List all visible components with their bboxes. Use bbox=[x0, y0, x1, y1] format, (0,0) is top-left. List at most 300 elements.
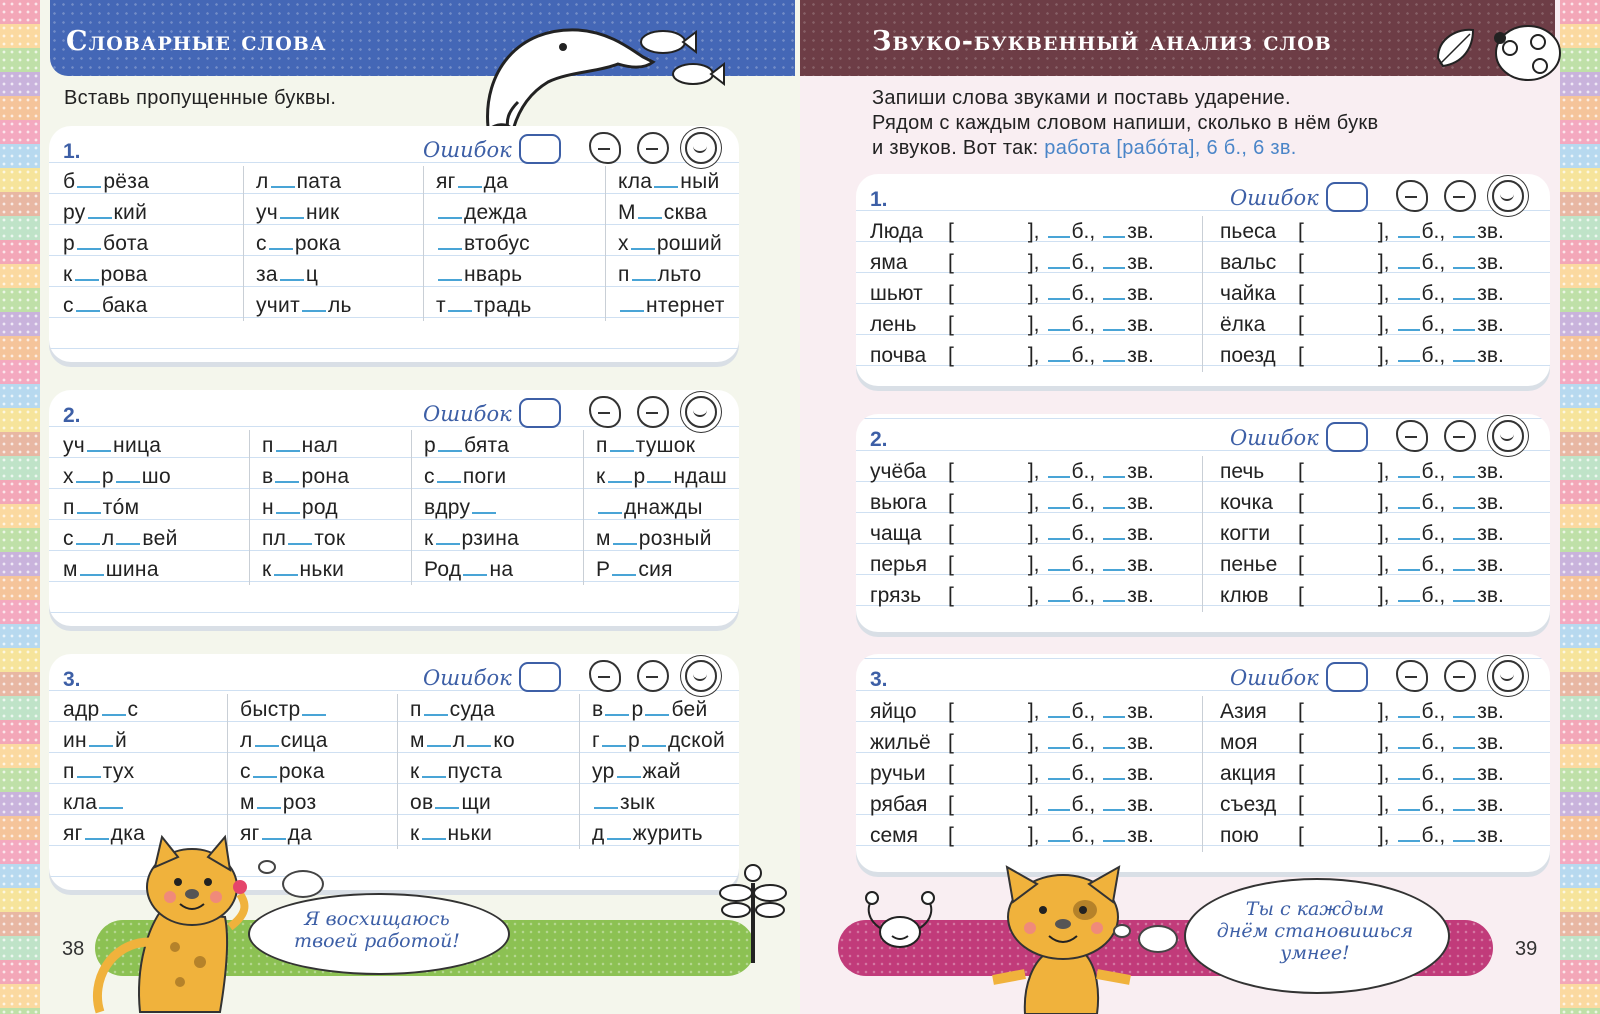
word-with-missing-letters: за ц bbox=[256, 263, 319, 286]
sound-count-blank[interactable] bbox=[1103, 563, 1125, 571]
word-with-missing-letters: в р бей bbox=[592, 698, 708, 721]
analysis-word: Азия bbox=[1220, 700, 1267, 723]
letter-blank[interactable] bbox=[438, 242, 462, 250]
instruction-example: работа [рабóта], 6 б., 6 зв. bbox=[1044, 137, 1297, 159]
word-with-missing-letters: ин й bbox=[63, 729, 127, 752]
sound-count-blank[interactable] bbox=[1453, 323, 1475, 331]
letter-count-blank[interactable] bbox=[1398, 261, 1420, 269]
letters-abbr: б., bbox=[1071, 824, 1096, 847]
sound-count-blank[interactable] bbox=[1453, 501, 1475, 509]
analysis-word: рябая bbox=[870, 793, 928, 816]
letter-count-blank[interactable] bbox=[1048, 501, 1070, 509]
letter-blank[interactable] bbox=[276, 444, 300, 452]
word-with-missing-letters: нварь bbox=[436, 259, 532, 290]
letter-blank[interactable] bbox=[276, 506, 300, 514]
letters-abbr: б., bbox=[1421, 824, 1446, 847]
letter-blank[interactable] bbox=[257, 801, 281, 809]
cat-illustration-right bbox=[985, 862, 1135, 1014]
sounds-abbr: зв. bbox=[1127, 700, 1154, 723]
letter-blank[interactable] bbox=[436, 537, 460, 545]
sound-count-blank[interactable] bbox=[1103, 501, 1125, 509]
leaf-and-ladybug-illustration bbox=[1428, 18, 1568, 88]
happy-sun-icon[interactable] bbox=[1492, 420, 1524, 452]
letter-blank[interactable] bbox=[116, 475, 140, 483]
letter-blank[interactable] bbox=[271, 180, 295, 188]
letter-blank[interactable] bbox=[77, 506, 101, 514]
letter-count-blank[interactable] bbox=[1048, 803, 1070, 811]
letters-abbr: б., bbox=[1071, 491, 1096, 514]
bracket-open: [ bbox=[1298, 460, 1304, 483]
word-with-missing-letters: вдру bbox=[424, 492, 519, 523]
letters-abbr: б., bbox=[1071, 762, 1096, 785]
sound-count-blank[interactable] bbox=[1453, 230, 1475, 238]
bracket-open: [ bbox=[948, 220, 954, 243]
letters-abbr: б., bbox=[1071, 584, 1096, 607]
analysis-word: яйцо bbox=[870, 700, 917, 723]
sound-count-blank[interactable] bbox=[1103, 803, 1125, 811]
instruction-text: и звуков. Вот так: bbox=[872, 137, 1045, 159]
word-analysis-row bbox=[870, 789, 1154, 820]
letters-abbr: б., bbox=[1071, 220, 1096, 243]
word-with-missing-letters: днажды bbox=[596, 492, 727, 523]
letter-blank[interactable] bbox=[116, 537, 140, 545]
word-column bbox=[423, 166, 532, 321]
word-with-missing-letters: п суда bbox=[410, 698, 496, 721]
letter-blank[interactable] bbox=[87, 444, 111, 452]
sounds-abbr: зв. bbox=[1127, 344, 1154, 367]
word-with-missing-letters: кла ный bbox=[618, 170, 720, 193]
letter-count-blank[interactable] bbox=[1398, 501, 1420, 509]
analysis-word: моя bbox=[1220, 731, 1258, 754]
letter-blank[interactable] bbox=[617, 770, 641, 778]
word-with-missing-letters: т традь bbox=[436, 294, 532, 317]
letter-blank[interactable] bbox=[99, 801, 123, 809]
letter-blank[interactable] bbox=[458, 180, 482, 188]
neutral-face-icon[interactable] bbox=[1444, 420, 1476, 452]
errors-count-box[interactable] bbox=[1326, 662, 1368, 692]
letter-blank[interactable] bbox=[613, 537, 637, 545]
bracket-close: ], bbox=[1377, 553, 1390, 576]
exercise-number: 2. bbox=[63, 404, 81, 427]
letters-abbr: б., bbox=[1421, 220, 1446, 243]
exercise-number: 3. bbox=[63, 668, 81, 691]
bracket-close: ], bbox=[1027, 584, 1040, 607]
letter-blank[interactable] bbox=[654, 180, 678, 188]
letter-blank[interactable] bbox=[438, 273, 462, 281]
letter-blank[interactable] bbox=[274, 568, 298, 576]
word-with-missing-letters: дежда bbox=[436, 197, 532, 228]
bracket-close: ], bbox=[1027, 344, 1040, 367]
happy-sun-icon[interactable] bbox=[1492, 660, 1524, 692]
word-with-missing-letters: учит ль bbox=[256, 294, 352, 317]
letter-count-blank[interactable] bbox=[1398, 741, 1420, 749]
errors-label: Ошибок bbox=[423, 666, 512, 690]
bracket-open: [ bbox=[1298, 584, 1304, 607]
analysis-word: жильё bbox=[870, 731, 931, 754]
word-with-missing-letters: Род на bbox=[424, 558, 514, 581]
word-column bbox=[583, 430, 727, 585]
letter-blank[interactable] bbox=[269, 242, 293, 250]
letters-abbr: б., bbox=[1421, 282, 1446, 305]
bubble-line: Я восхищаюсь bbox=[304, 908, 450, 930]
letter-count-blank[interactable] bbox=[1048, 230, 1070, 238]
letters-abbr: б., bbox=[1071, 460, 1096, 483]
letter-blank[interactable] bbox=[638, 211, 662, 219]
sounds-abbr: зв. bbox=[1477, 251, 1504, 274]
sad-cloud-icon[interactable] bbox=[1396, 420, 1428, 452]
word-column bbox=[63, 430, 178, 585]
letter-blank[interactable] bbox=[76, 475, 100, 483]
analysis-word: лень bbox=[870, 313, 917, 336]
letters-abbr: б., bbox=[1071, 793, 1096, 816]
letter-count-blank[interactable] bbox=[1398, 563, 1420, 571]
letter-count-blank[interactable] bbox=[1048, 741, 1070, 749]
happy-sun-icon[interactable] bbox=[685, 132, 717, 164]
letter-count-blank[interactable] bbox=[1398, 470, 1420, 478]
exercise-card-left-2 bbox=[49, 390, 739, 626]
bracket-close: ], bbox=[1027, 762, 1040, 785]
letter-blank[interactable] bbox=[280, 211, 304, 219]
letter-count-blank[interactable] bbox=[1048, 292, 1070, 300]
word-with-missing-letters: ур жай bbox=[592, 760, 681, 783]
errors-label: Ошибок bbox=[1230, 186, 1319, 210]
bracket-open: [ bbox=[948, 313, 954, 336]
neutral-face-icon[interactable] bbox=[637, 660, 669, 692]
word-with-missing-letters: быстр bbox=[240, 694, 328, 725]
letter-blank[interactable] bbox=[77, 180, 101, 188]
sad-cloud-icon[interactable] bbox=[1396, 660, 1428, 692]
letter-count-blank[interactable] bbox=[1398, 772, 1420, 780]
letter-count-blank[interactable] bbox=[1048, 563, 1070, 571]
word-with-missing-letters: г р дской bbox=[592, 729, 726, 752]
word-analysis-row bbox=[1220, 309, 1504, 340]
bracket-open: [ bbox=[948, 460, 954, 483]
letter-count-blank[interactable] bbox=[1398, 230, 1420, 238]
letter-blank[interactable] bbox=[610, 444, 634, 452]
crab-illustration bbox=[860, 890, 940, 960]
thought-puff-small bbox=[1113, 924, 1131, 938]
analysis-word: семя bbox=[870, 824, 918, 847]
sound-count-blank[interactable] bbox=[1103, 470, 1125, 478]
letter-count-blank[interactable] bbox=[1048, 594, 1070, 602]
letter-blank[interactable] bbox=[88, 211, 112, 219]
letter-count-blank[interactable] bbox=[1048, 710, 1070, 718]
word-with-missing-letters: к пуста bbox=[410, 760, 503, 783]
word-column bbox=[579, 694, 725, 849]
letter-count-blank[interactable] bbox=[1398, 710, 1420, 718]
errors-count-box[interactable] bbox=[519, 134, 561, 164]
sound-count-blank[interactable] bbox=[1103, 292, 1125, 300]
face-mouth bbox=[646, 412, 658, 414]
sound-count-blank[interactable] bbox=[1103, 710, 1125, 718]
analysis-word: почва bbox=[870, 344, 927, 367]
letter-count-blank[interactable] bbox=[1048, 772, 1070, 780]
sad-cloud-icon[interactable] bbox=[589, 396, 621, 428]
neutral-face-icon[interactable] bbox=[1444, 180, 1476, 212]
sounds-abbr: зв. bbox=[1477, 824, 1504, 847]
sound-count-blank[interactable] bbox=[1453, 532, 1475, 540]
errors-count-box[interactable] bbox=[1326, 422, 1368, 452]
bracket-close: ], bbox=[1377, 220, 1390, 243]
sound-count-blank[interactable] bbox=[1103, 594, 1125, 602]
word-analysis-row bbox=[870, 487, 1154, 518]
letter-blank[interactable] bbox=[463, 568, 487, 576]
word-analysis-row bbox=[1220, 789, 1504, 820]
letter-count-blank[interactable] bbox=[1398, 594, 1420, 602]
letter-blank[interactable] bbox=[472, 506, 496, 514]
dragonfly-illustration bbox=[718, 858, 788, 968]
letter-blank[interactable] bbox=[280, 273, 304, 281]
neutral-face-icon[interactable] bbox=[1444, 660, 1476, 692]
word-analysis-row bbox=[870, 580, 1154, 611]
letter-blank[interactable] bbox=[77, 770, 101, 778]
letter-count-blank[interactable] bbox=[1398, 323, 1420, 331]
letter-blank[interactable] bbox=[631, 242, 655, 250]
bracket-open: [ bbox=[948, 491, 954, 514]
word-with-missing-letters: Р сия bbox=[596, 558, 673, 581]
sound-count-blank[interactable] bbox=[1453, 834, 1475, 842]
analysis-word: Люда bbox=[870, 220, 924, 243]
word-analysis-row bbox=[1220, 518, 1504, 549]
bracket-open: [ bbox=[1298, 220, 1304, 243]
neutral-face-icon[interactable] bbox=[637, 396, 669, 428]
letter-blank[interactable] bbox=[75, 273, 99, 281]
face-mouth bbox=[1405, 436, 1417, 438]
letter-count-blank[interactable] bbox=[1048, 470, 1070, 478]
face-mouth bbox=[1453, 196, 1465, 198]
letter-blank[interactable] bbox=[253, 770, 277, 778]
sound-count-blank[interactable] bbox=[1453, 354, 1475, 362]
letter-count-blank[interactable] bbox=[1048, 834, 1070, 842]
page-number-right: 39 bbox=[1515, 938, 1538, 960]
analysis-word: вальс bbox=[1220, 251, 1277, 274]
sound-count-blank[interactable] bbox=[1453, 741, 1475, 749]
letter-count-blank[interactable] bbox=[1048, 323, 1070, 331]
neutral-face-icon[interactable] bbox=[637, 132, 669, 164]
speech-bubble-right-text bbox=[1194, 898, 1436, 964]
word-with-missing-letters: с бака bbox=[63, 294, 148, 317]
analysis-word: съезд bbox=[1220, 793, 1277, 816]
letter-blank[interactable] bbox=[424, 708, 448, 716]
letter-count-blank[interactable] bbox=[1398, 803, 1420, 811]
bubble-line: Ты с каждым bbox=[1245, 898, 1385, 920]
letter-count-blank[interactable] bbox=[1048, 532, 1070, 540]
bracket-open: [ bbox=[948, 251, 954, 274]
face-mouth bbox=[1405, 676, 1417, 678]
letter-count-blank[interactable] bbox=[1398, 292, 1420, 300]
bracket-close: ], bbox=[1027, 824, 1040, 847]
letter-blank[interactable] bbox=[302, 304, 326, 312]
letter-blank[interactable] bbox=[647, 475, 671, 483]
word-with-missing-letters: с рока bbox=[256, 232, 341, 255]
letters-abbr: б., bbox=[1071, 313, 1096, 336]
bracket-open: [ bbox=[1298, 251, 1304, 274]
analysis-word: перья bbox=[870, 553, 928, 576]
sound-count-blank[interactable] bbox=[1103, 261, 1125, 269]
sound-count-blank[interactable] bbox=[1103, 323, 1125, 331]
bracket-open: [ bbox=[1298, 522, 1304, 545]
letter-blank[interactable] bbox=[302, 708, 326, 716]
letter-blank[interactable] bbox=[76, 537, 100, 545]
word-analysis-row bbox=[1220, 549, 1504, 580]
sounds-abbr: зв. bbox=[1127, 460, 1154, 483]
word-with-missing-letters: к ньки bbox=[262, 558, 345, 581]
sounds-abbr: зв. bbox=[1127, 491, 1154, 514]
thought-puff-medium bbox=[282, 870, 324, 898]
sad-cloud-icon[interactable] bbox=[1396, 180, 1428, 212]
sound-count-blank[interactable] bbox=[1103, 741, 1125, 749]
exercise-card-right-2 bbox=[856, 414, 1550, 632]
column-divider bbox=[1202, 456, 1203, 612]
word-with-missing-letters: л пата bbox=[256, 170, 342, 193]
sound-count-blank[interactable] bbox=[1453, 710, 1475, 718]
bracket-close: ], bbox=[1377, 584, 1390, 607]
word-with-missing-letters: л сица bbox=[240, 729, 328, 752]
happy-sun-icon[interactable] bbox=[685, 396, 717, 428]
word-column bbox=[249, 430, 349, 585]
bracket-open: [ bbox=[1298, 824, 1304, 847]
letter-blank[interactable] bbox=[80, 568, 104, 576]
right-instruction bbox=[872, 86, 1378, 161]
sound-count-blank[interactable] bbox=[1453, 772, 1475, 780]
letter-blank[interactable] bbox=[422, 832, 446, 840]
bracket-open: [ bbox=[1298, 731, 1304, 754]
sound-count-blank[interactable] bbox=[1103, 772, 1125, 780]
word-with-missing-letters: втобус bbox=[436, 228, 532, 259]
letter-blank[interactable] bbox=[288, 537, 312, 545]
word-analysis-row bbox=[870, 309, 1154, 340]
sound-count-blank[interactable] bbox=[1103, 532, 1125, 540]
bracket-close: ], bbox=[1027, 553, 1040, 576]
happy-sun-icon[interactable] bbox=[1492, 180, 1524, 212]
letter-blank[interactable] bbox=[607, 832, 631, 840]
analysis-word: вьюга bbox=[870, 491, 927, 514]
letters-abbr: б., bbox=[1421, 793, 1446, 816]
sound-count-blank[interactable] bbox=[1453, 594, 1475, 602]
letters-abbr: б., bbox=[1421, 700, 1446, 723]
sounds-abbr: зв. bbox=[1127, 522, 1154, 545]
word-column bbox=[605, 166, 725, 321]
letter-blank[interactable] bbox=[448, 304, 472, 312]
letter-blank[interactable] bbox=[435, 801, 459, 809]
word-with-missing-letters: х роший bbox=[618, 232, 722, 255]
bracket-open: [ bbox=[1298, 344, 1304, 367]
letters-abbr: б., bbox=[1421, 344, 1446, 367]
letter-blank[interactable] bbox=[598, 506, 622, 514]
letter-count-blank[interactable] bbox=[1398, 834, 1420, 842]
letter-blank[interactable] bbox=[275, 475, 299, 483]
letter-blank[interactable] bbox=[102, 708, 126, 716]
letter-blank[interactable] bbox=[438, 211, 462, 219]
happy-sun-icon[interactable] bbox=[685, 660, 717, 692]
column-divider bbox=[1202, 696, 1203, 852]
sounds-abbr: зв. bbox=[1477, 220, 1504, 243]
letter-blank[interactable] bbox=[608, 475, 632, 483]
letter-blank[interactable] bbox=[422, 770, 446, 778]
sound-count-blank[interactable] bbox=[1453, 803, 1475, 811]
bracket-close: ], bbox=[1377, 700, 1390, 723]
sound-count-blank[interactable] bbox=[1103, 230, 1125, 238]
letters-abbr: б., bbox=[1421, 251, 1446, 274]
analysis-word: поезд bbox=[1220, 344, 1276, 367]
letter-blank[interactable] bbox=[594, 801, 618, 809]
sad-cloud-icon[interactable] bbox=[589, 660, 621, 692]
letter-blank[interactable] bbox=[632, 273, 656, 281]
word-analysis-row bbox=[1220, 278, 1504, 309]
word-analysis-row bbox=[870, 758, 1154, 789]
word-with-missing-letters: п тóм bbox=[63, 496, 140, 519]
word-analysis-row bbox=[870, 820, 1154, 851]
letter-blank[interactable] bbox=[437, 475, 461, 483]
bracket-close: ], bbox=[1027, 251, 1040, 274]
sound-count-blank[interactable] bbox=[1103, 354, 1125, 362]
letter-blank[interactable] bbox=[645, 708, 669, 716]
sounds-abbr: зв. bbox=[1127, 793, 1154, 816]
sound-count-blank[interactable] bbox=[1453, 261, 1475, 269]
word-with-missing-letters: к ньки bbox=[410, 822, 493, 845]
sad-cloud-icon[interactable] bbox=[589, 132, 621, 164]
letter-blank[interactable] bbox=[642, 739, 666, 747]
bracket-open: [ bbox=[1298, 313, 1304, 336]
letter-blank[interactable] bbox=[602, 739, 626, 747]
letters-abbr: б., bbox=[1421, 522, 1446, 545]
errors-count-box[interactable] bbox=[519, 398, 561, 428]
sound-count-blank[interactable] bbox=[1453, 470, 1475, 478]
bracket-close: ], bbox=[1027, 731, 1040, 754]
letters-abbr: б., bbox=[1071, 251, 1096, 274]
letter-count-blank[interactable] bbox=[1398, 532, 1420, 540]
analysis-word: акция bbox=[1220, 762, 1276, 785]
bubble-line: умнее! bbox=[1280, 942, 1350, 964]
letter-blank[interactable] bbox=[77, 242, 101, 250]
letter-count-blank[interactable] bbox=[1398, 354, 1420, 362]
letter-blank[interactable] bbox=[262, 832, 286, 840]
letter-count-blank[interactable] bbox=[1048, 261, 1070, 269]
word-with-missing-letters: х р шо bbox=[63, 465, 171, 488]
sound-count-blank[interactable] bbox=[1453, 292, 1475, 300]
letter-blank[interactable] bbox=[76, 304, 100, 312]
word-analysis-row bbox=[870, 278, 1154, 309]
errors-count-box[interactable] bbox=[519, 662, 561, 692]
letter-blank[interactable] bbox=[467, 739, 491, 747]
analysis-word: чаща bbox=[870, 522, 922, 545]
letter-count-blank[interactable] bbox=[1048, 354, 1070, 362]
word-with-missing-letters: с поги bbox=[424, 465, 507, 488]
letter-blank[interactable] bbox=[620, 304, 644, 312]
word-with-missing-letters: нтернет bbox=[618, 290, 725, 321]
word-with-missing-letters: к р ндаш bbox=[596, 465, 728, 488]
sound-count-blank[interactable] bbox=[1103, 834, 1125, 842]
analysis-word: клюв bbox=[1220, 584, 1269, 607]
letter-blank[interactable] bbox=[427, 739, 451, 747]
word-with-missing-letters: п тух bbox=[63, 760, 135, 783]
letter-blank[interactable] bbox=[605, 708, 629, 716]
letter-blank[interactable] bbox=[612, 568, 636, 576]
sound-count-blank[interactable] bbox=[1453, 563, 1475, 571]
sounds-abbr: зв. bbox=[1477, 700, 1504, 723]
letters-abbr: б., bbox=[1071, 700, 1096, 723]
letter-blank[interactable] bbox=[255, 739, 279, 747]
analysis-word: пьеса bbox=[1220, 220, 1277, 243]
errors-count-box[interactable] bbox=[1326, 182, 1368, 212]
exercise-number: 3. bbox=[870, 668, 888, 691]
instruction-line: Рядом с каждым словом напиши, сколько в нём букв bbox=[872, 112, 1379, 134]
letter-blank[interactable] bbox=[89, 739, 113, 747]
instruction-line bbox=[872, 136, 1378, 161]
word-analysis-row bbox=[870, 727, 1154, 758]
face-mouth bbox=[598, 676, 610, 678]
letter-blank[interactable] bbox=[438, 444, 462, 452]
